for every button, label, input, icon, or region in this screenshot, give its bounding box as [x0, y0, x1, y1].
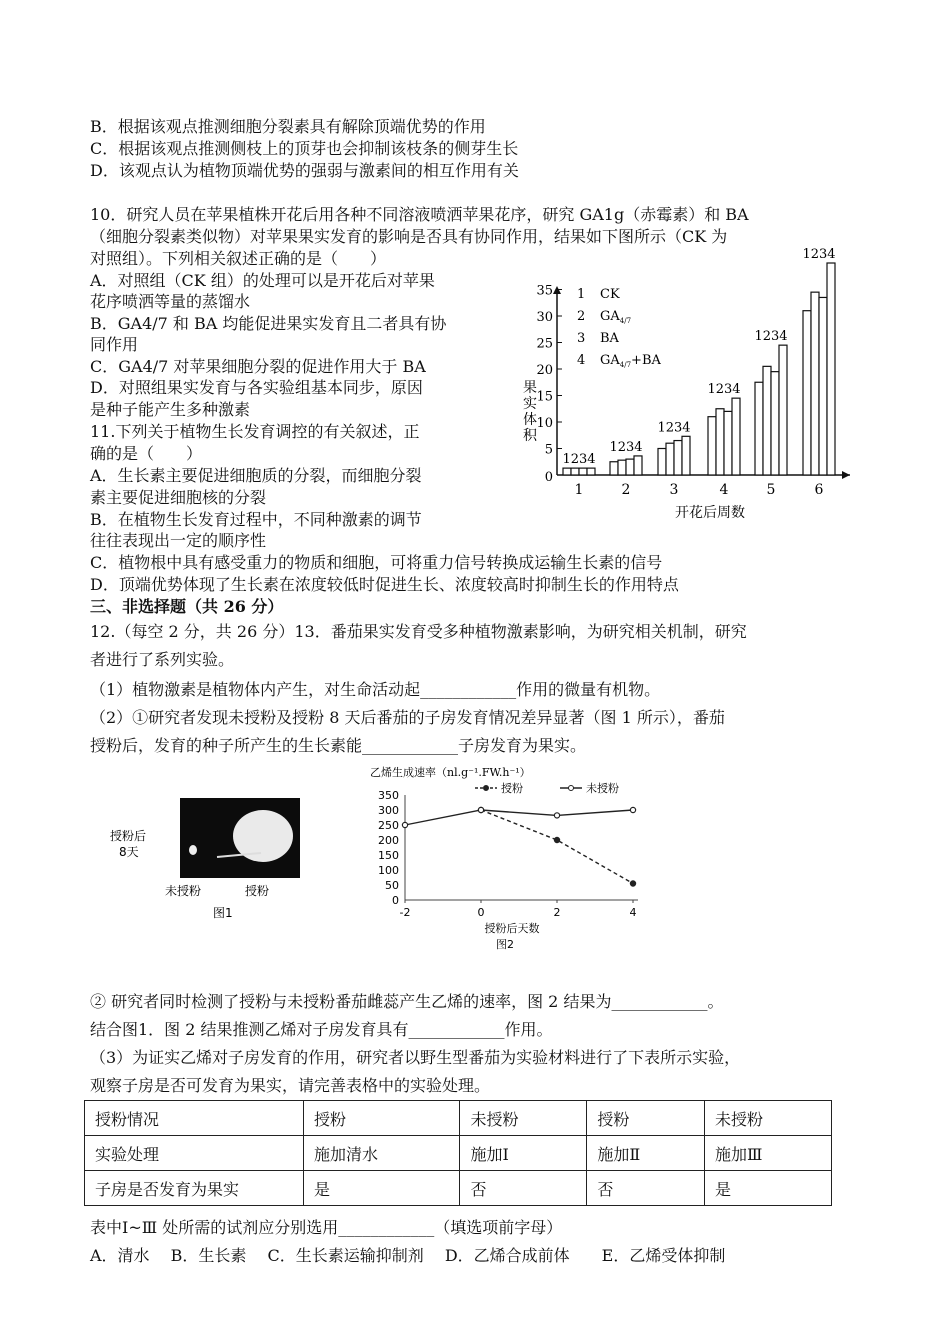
legend-label: BA: [600, 331, 619, 346]
legend-label: 授粉: [501, 782, 523, 795]
chart-caption: 图2: [496, 938, 514, 951]
y-tick-label: 35: [536, 283, 553, 299]
table-cell: 授粉: [304, 1101, 460, 1136]
data-point-授粉: [630, 881, 635, 886]
x-axis-arrow: [842, 471, 850, 479]
bar-BA: [579, 468, 587, 475]
x-tick-label: -2: [399, 906, 411, 919]
y-tick-label: 250: [378, 819, 399, 832]
q11-option-d: D．顶端优势体现了生长素在浓度较低时促进生长、浓度较高时抑制生长的作用特点: [90, 575, 679, 594]
legend-label: $GA_{4/7}$: [600, 309, 632, 325]
x-tick-label: 2: [621, 482, 631, 498]
q12-options: A．清水 B．生长素 C．生长素运输抑制剂 D．乙烯合成前体 E．乙烯受体抑制: [90, 1246, 726, 1265]
x-tick-label: 6: [814, 482, 824, 498]
table-cell: 施加Ⅱ: [587, 1136, 705, 1171]
table-cell: 是: [704, 1171, 831, 1206]
y-axis-label: 果实体积: [523, 380, 537, 444]
x-tick-label: 0: [477, 906, 485, 919]
legend-label: CK: [600, 287, 620, 302]
bar-GA4/7+BA: [634, 456, 642, 475]
q12-stem-line2: 者进行了系列实验。: [90, 650, 235, 669]
x-tick-label: 3: [669, 482, 679, 498]
q12-stem-line1: 12.（每空 2 分，共 26 分）13．番茄果实发育受多种植物激素影响，为研究相关机制，研究: [90, 622, 747, 641]
q12-part2-line2: 授粉后，发育的种子所产生的生长素能____________子房发育为果实。: [90, 736, 587, 755]
table-cell: 未授粉: [460, 1101, 587, 1136]
q12-part2-sub2-line1: ② 研究者同时检测了授粉与未授粉番茄雌蕊产生乙烯的速率，图 2 结果为____________。: [90, 992, 724, 1011]
q12-part3-line2: 观察子房是否可发育为果实，请完善表格中的实验处理。: [90, 1076, 491, 1095]
table-cell: 授粉: [587, 1101, 705, 1136]
q12-part2-line1: （2）①研究者发现未授粉及授粉 8 天后番茄的子房发育情况差异显著（图 1 所示），番茄: [90, 708, 725, 727]
bar-CK: [658, 449, 666, 476]
series-line-未授粉: [405, 810, 633, 825]
bar-GA4/7: [716, 409, 724, 475]
data-point-未授粉: [554, 813, 559, 818]
q10-option-a-cont: 花序喷洒等量的蒸馏水: [90, 292, 251, 311]
group-data-label: 1234: [657, 420, 691, 436]
y-tick-label: 300: [378, 804, 399, 817]
legend-number: 1: [577, 287, 586, 302]
bar-GA4/7: [811, 292, 819, 475]
bar-GA4/7: [666, 443, 674, 475]
x-tick-label: 5: [766, 482, 776, 498]
bar-CK: [755, 382, 763, 475]
y-tick-label: 200: [378, 834, 399, 847]
experiment-table: [84, 1100, 832, 1206]
y-tick-label: 0: [544, 470, 553, 485]
bar-CK: [708, 417, 716, 475]
bar-GA4/7+BA: [682, 436, 690, 475]
fig1-label-line2: 8天: [119, 845, 139, 859]
legend-marker: [569, 786, 574, 791]
q11-option-c: C．植物根中具有感受重力的物质和细胞，可将重力信号转换成运输生长素的信号: [90, 553, 663, 572]
legend-label: 未授粉: [586, 782, 619, 795]
q10-option-b: B．GA4/7 和 BA 均能促进果实发育且二者具有协: [90, 314, 447, 333]
table-cell: 施加Ⅲ: [704, 1136, 831, 1171]
q9-option-d: D．该观点认为植物顶端优势的强弱与激素间的相互作用有关: [90, 161, 519, 180]
y-tick-label: 30: [536, 310, 553, 325]
section-3-heading: 三、非选择题（共 26 分）: [90, 597, 284, 616]
fig1-label-line1: 授粉后: [110, 829, 147, 843]
bar-GA4/7: [571, 468, 579, 475]
q10-option-d-cont: 是种子能产生多种激素: [90, 400, 251, 419]
unpollinated-ovary-shape: [189, 845, 197, 855]
chart-title: 乙烯生成速率（nl.g⁻¹.FW.h⁻¹）: [370, 766, 531, 779]
table-cell: 施加清水: [304, 1136, 460, 1171]
q11-stem-line2: 确的是（ ）: [90, 444, 203, 463]
q11-option-a: A．生长素主要促进细胞质的分裂，而细胞分裂: [90, 466, 422, 485]
table-cell: 是: [304, 1171, 460, 1206]
legend-number: 3: [577, 331, 586, 346]
table-cell: 未授粉: [704, 1101, 831, 1136]
q10-option-a: A．对照组（CK 组）的处理可以是开花后对苹果: [90, 271, 435, 290]
x-tick-label: 4: [629, 906, 637, 919]
bar-CK: [563, 468, 571, 475]
legend-label: $GA_{4/7}+BA$: [600, 353, 661, 369]
table-row: [85, 1171, 832, 1206]
table-cell: 否: [460, 1171, 587, 1206]
bar-GA4/7+BA: [779, 345, 787, 475]
q10-option-b-cont: 同作用: [90, 335, 139, 354]
x-axis-label: 授粉后天数: [484, 922, 540, 935]
q12-after-table: 表中Ⅰ~Ⅲ 处所需的试剂应分别选用____________（填选项前字母）: [90, 1218, 563, 1237]
x-axis-label: 开花后周数: [675, 505, 745, 521]
q11-option-a-cont: 素主要促进细胞核的分裂: [90, 488, 267, 507]
q11-stem-line1: 11.下列关于植物生长发育调控的有关叙述，正: [90, 422, 420, 441]
table-cell: 子房是否发育为果实: [85, 1171, 304, 1206]
bar-BA: [819, 297, 827, 475]
bar-GA4/7: [618, 460, 626, 475]
y-tick-label: 150: [378, 849, 399, 862]
x-tick-label: 4: [719, 482, 729, 498]
q10-stem-line3: 对照组）。下列相关叙述正确的是（ ）: [90, 249, 387, 268]
y-tick-label: 0: [392, 894, 399, 907]
figure-1-ovary-photo: [105, 795, 305, 920]
group-data-label: 1234: [754, 329, 788, 345]
table-row: [85, 1101, 832, 1136]
bar-CK: [803, 311, 811, 475]
y-tick-label: 20: [536, 363, 553, 378]
bar-GA4/7: [763, 366, 771, 475]
q11-option-b: B．在植物生长发育过程中，不同种激素的调节: [90, 510, 422, 529]
q12-part1: （1）植物激素是植物体内产生，对生命活动起____________作用的微量有机物。: [90, 680, 661, 699]
legend-marker: [484, 786, 489, 791]
q9-option-b: B．根据该观点推测细胞分裂素具有解除顶端优势的作用: [90, 117, 486, 136]
group-data-label: 1234: [802, 247, 836, 262]
series-line-授粉: [481, 810, 633, 884]
data-point-授粉: [554, 837, 559, 842]
y-tick-label: 15: [536, 389, 553, 405]
y-tick-label: 10: [536, 416, 553, 431]
fruit-volume-bar-chart: [505, 247, 865, 530]
y-tick-label: 5: [544, 442, 553, 458]
y-tick-label: 50: [385, 879, 399, 892]
y-tick-label: 100: [378, 864, 399, 877]
q12-part3-line1: （3）为证实乙烯对子房发育的作用，研究者以野生型番茄为实验材料进行了下表所示实验，: [90, 1048, 741, 1067]
bar-BA: [674, 441, 682, 475]
group-data-label: 1234: [707, 382, 741, 398]
q10-option-d: D．对照组果实发育与各实验组基本同步，原因: [90, 378, 423, 397]
table-row: [85, 1136, 832, 1171]
fig1-label-unpollinated: 未授粉: [165, 884, 202, 898]
group-data-label: 1234: [609, 439, 643, 455]
legend-number: 2: [577, 309, 586, 324]
q10-stem-line1: 10．研究人员在苹果植株开花后用各种不同溶液喷洒苹果花序，研究 GA1g（赤霉素）和 BA: [90, 205, 749, 224]
y-tick-label: 350: [378, 789, 399, 802]
q12-part2-sub2-line2: 结合图1．图 2 结果推测乙烯对子房发育具有____________作用。: [90, 1020, 553, 1039]
table-cell: 否: [587, 1171, 705, 1206]
bar-BA: [771, 372, 779, 475]
x-tick-label: 2: [553, 906, 561, 919]
table-cell: 实验处理: [85, 1136, 304, 1171]
bar-GA4/7+BA: [732, 398, 740, 475]
bar-BA: [626, 459, 634, 475]
x-tick-label: 1: [574, 482, 584, 498]
data-point-未授粉: [402, 822, 407, 827]
bar-BA: [724, 411, 732, 475]
q10-option-c: C．GA4/7 对苹果细胞分裂的促进作用大于 BA: [90, 357, 426, 376]
fig1-caption: 图1: [213, 906, 233, 920]
bar-GA4/7+BA: [827, 263, 835, 475]
group-data-label: 1234: [562, 452, 596, 468]
bar-CK: [610, 462, 618, 475]
q11-option-b-cont: 往往表现出一定的顺序性: [90, 531, 267, 550]
legend-number: 4: [577, 353, 586, 368]
table-cell: 授粉情况: [85, 1101, 304, 1136]
y-tick-label: 25: [536, 336, 553, 352]
ethylene-rate-line-chart: [360, 762, 660, 952]
q9-option-c: C．根据该观点推测侧枝上的顶芽也会抑制该枝条的侧芽生长: [90, 139, 519, 158]
fig1-label-pollinated: 授粉: [245, 884, 270, 898]
data-point-未授粉: [630, 807, 635, 812]
table-cell: 施加Ⅰ: [460, 1136, 587, 1171]
q10-stem-line2: （细胞分裂素类似物）对苹果果实发育的影响是否具有协同作用，结果如下图所示（CK 为: [90, 227, 728, 246]
data-point-未授粉: [478, 807, 483, 812]
bar-GA4/7+BA: [587, 468, 595, 475]
